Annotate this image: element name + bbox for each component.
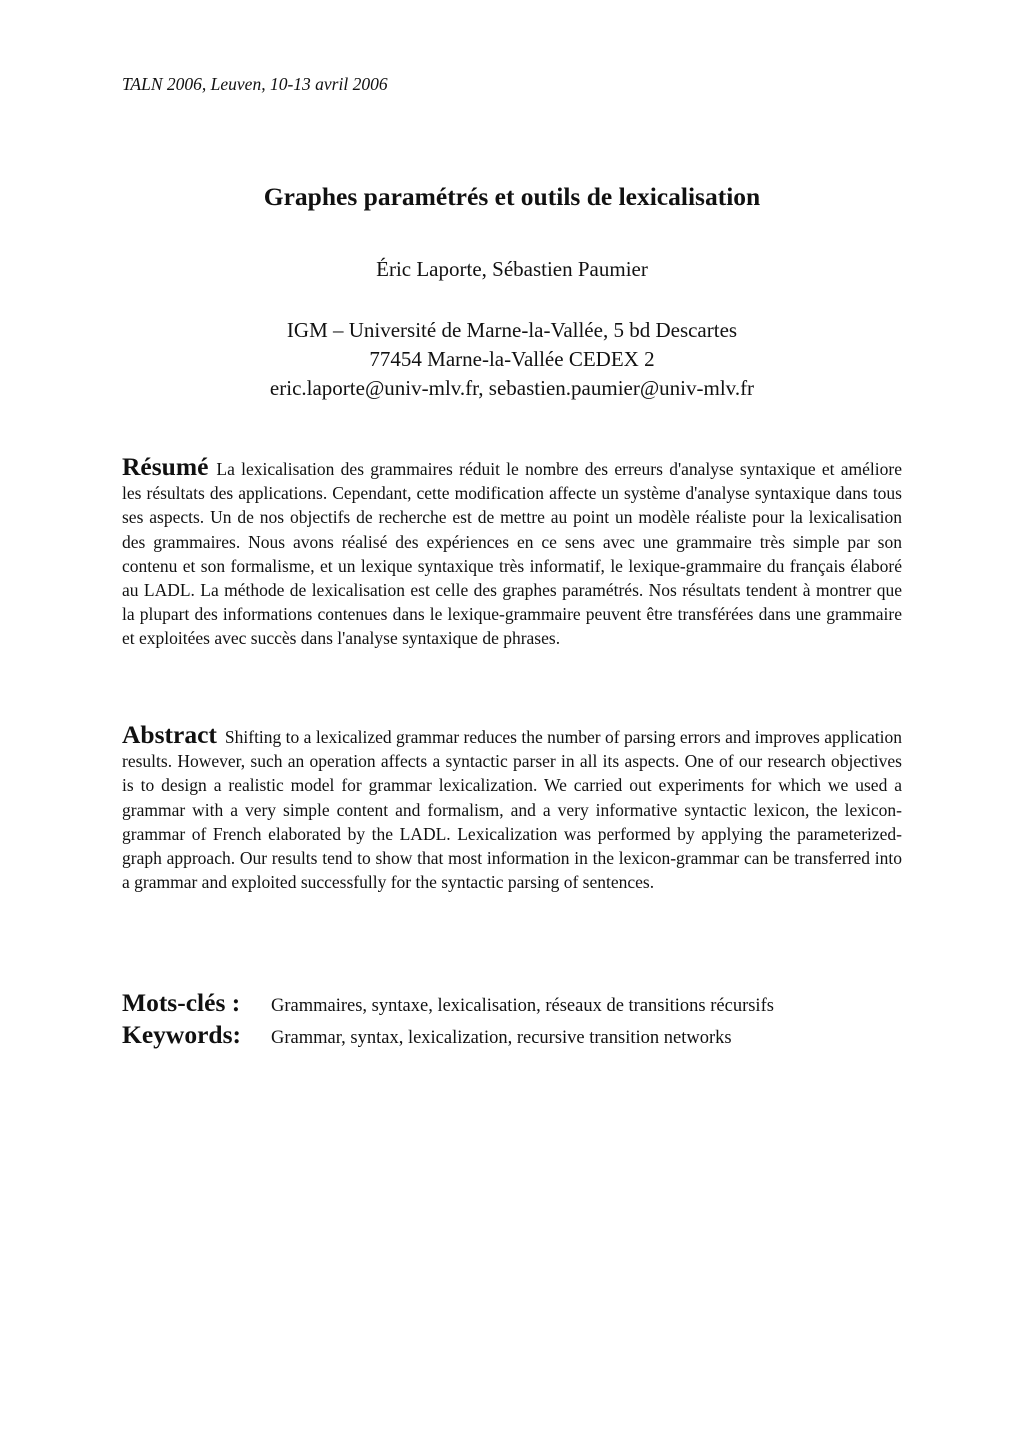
abstract-section — [122, 720, 902, 894]
mots-cles-text: Grammaires, syntaxe, lexicalisation, réseaux de transitions récursifs — [271, 996, 774, 1016]
affiliation-institution: IGM – Université de Marne-la-Vallée, 5 bd Descartes — [286, 318, 738, 342]
mots-cles-row — [122, 988, 922, 1018]
running-header: TALN 2006, Leuven, 10-13 avril 2006 — [122, 74, 388, 94]
author-list: Éric Laporte, Sébastien Paumier — [376, 257, 648, 281]
keywords-text: Grammar, syntax, lexicalization, recursive transition networks — [271, 1028, 732, 1048]
affiliation-block — [0, 316, 1024, 403]
resume-text: La lexicalisation des grammaires réduit le nombre des erreurs d'analyse syntaxique et améliore les résultats des applications. Cependant, cette modification affecte un système d'analyse syntaxique dans tous ses aspects. Un de nos objectifs de recherche est de mettre au point un modèle réaliste pour la lexicalisation des grammaires. Nous avons réalisé des expériences en ce sens avec une grammaire très simple par son contenu et son formalisme, et un lexique syntaxique très informatif, le lexique-grammaire du français élaboré au LADL. La méthode de lexicalisation est celle des graphes paramétrés. Nos résultats tendent à montrer que la plupart des informations contenues dans le lexique-grammaire peuvent être transférées dans une grammaire et exploitées avec succès dans l'analyse syntaxique de phrases. — [122, 459, 902, 649]
mots-cles-label: Mots-clés : — [122, 988, 241, 1017]
affiliation-emails: eric.laporte@univ-mlv.fr, sebastien.paumier@univ-mlv.fr — [269, 376, 755, 400]
keywords-row — [122, 1020, 922, 1050]
abstract-heading: Abstract — [122, 720, 217, 749]
keywords-label: Keywords: — [122, 1020, 241, 1049]
resume-heading: Résumé — [122, 452, 209, 481]
abstract-text: Shifting to a lexicalized grammar reduces the number of parsing errors and improves application results. However, such an operation affects a syntactic parser in all its aspects. One of our research objectives is to design a realistic model for grammar lexicalization. We carried out experiments for which we used a grammar with a very simple content and formalism, and a very informative syntactic lexicon, the lexicon-grammar of French elaborated by the LADL. Lexicalization was performed by applying the parameterized-graph approach. Our results tend to show that most information in the lexicon-grammar can be transferred into a grammar and exploited successfully for the syntactic parsing of sentences. — [122, 727, 902, 893]
affiliation-address: 77454 Marne-la-Vallée CEDEX 2 — [369, 347, 655, 371]
resume-section — [122, 452, 902, 651]
paper-title: Graphes paramétrés et outils de lexicalisation — [263, 182, 761, 211]
